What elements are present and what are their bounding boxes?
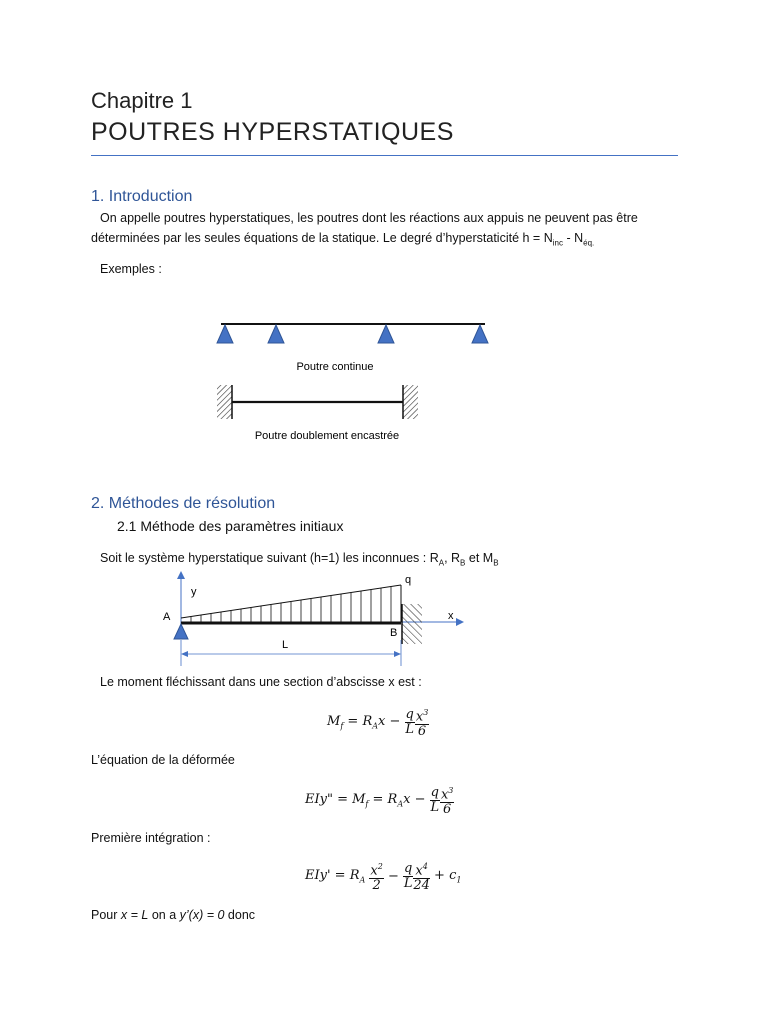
fixed-support-left-icon <box>217 385 232 419</box>
hyperstatic-system-figure <box>155 568 475 673</box>
fig1-label-continuous: Poutre continue <box>296 361 374 373</box>
pin-support-icon <box>268 325 284 343</box>
triangular-load <box>181 585 401 622</box>
mb-subscript: B <box>493 558 499 568</box>
section-heading-methods: 2. Méthodes de résolution <box>91 495 276 512</box>
ra-subscript: A <box>438 558 445 568</box>
label-y: y <box>191 586 197 598</box>
integration-text: Première intégration : <box>91 831 211 845</box>
title-divider <box>91 155 678 156</box>
rb-subscript: B <box>460 558 466 568</box>
pin-support-a-icon <box>174 624 188 639</box>
dimension-arrow-left-icon <box>181 651 188 657</box>
label-a: A <box>163 611 171 623</box>
first-integration-equation: $EIy' = R_A$ $\frac{x^2}{2}$ − $\frac{q}{L}$ $\frac{x^4}{24}$ + $c_1$ <box>305 861 462 894</box>
bc-text-3: donc <box>224 908 256 922</box>
pin-support-icon <box>378 325 394 343</box>
intro-paragraph <box>91 208 671 254</box>
fixed-fixed-beam <box>217 385 418 419</box>
pin-support-icon <box>217 325 233 343</box>
moment-equation: $M_f = R_Ax$ − $\frac{q}{L}$ $\frac{x^3}{6}$ <box>327 707 429 740</box>
deformee-text: L’équation de la déformée <box>91 753 235 767</box>
pin-support-icon <box>472 325 488 343</box>
moment-text: Le moment fléchissant dans une section d’abscisse x est : <box>100 675 422 689</box>
examples-label: Exemples : <box>100 262 162 276</box>
system-intro-3: et M <box>465 551 494 565</box>
system-intro-2: , R <box>444 551 461 565</box>
section-heading-introduction: 1. Introduction <box>91 188 193 205</box>
continuous-beam <box>217 324 488 343</box>
deformation-equation: EIy" = $M_f = R_Ax$ − $\frac{q}{L}$ $\frac{x^3}{6}$ <box>305 785 454 818</box>
bc-italic-1: x = L <box>120 908 149 922</box>
y-axis-arrow-icon <box>177 571 185 579</box>
examples-figure <box>200 315 510 450</box>
fixed-support-right-icon <box>403 385 418 419</box>
n-eq-subscript: éq. <box>583 238 595 248</box>
n-inc-subscript: inc <box>552 238 563 248</box>
label-q: q <box>405 574 412 586</box>
intro-text-2: - N <box>562 231 584 245</box>
fixed-support-b-icon <box>402 604 422 644</box>
bc-text-1: Pour <box>91 908 121 922</box>
dimension-arrow-right-icon <box>394 651 401 657</box>
subsection-heading-initial-params: 2.1 Méthode des paramètres initiaux <box>117 518 344 534</box>
chapter-title: POUTRES HYPERSTATIQUES <box>91 118 454 146</box>
bc-text-2: on a <box>148 908 180 922</box>
chapter-number: Chapitre 1 <box>91 88 193 113</box>
label-x: x <box>448 610 454 622</box>
fig1-label-fixed: Poutre doublement encastrée <box>254 430 400 442</box>
label-b: B <box>390 627 398 639</box>
x-axis-arrow-icon <box>456 618 464 626</box>
intro-text-1: On appelle poutres hyperstatiques, les poutres dont les réactions aux appuis ne peuvent pas être déterminées par les seules équations de la statique. Le degré d’hyperstaticité h = N <box>91 211 638 245</box>
bc-italic-2: y’(x) = 0 <box>179 908 225 922</box>
system-intro-1: Soit le système hyperstatique suivant (h=1) les inconnues : R <box>100 551 439 565</box>
label-l: L <box>282 639 289 651</box>
boundary-condition-text <box>91 905 255 925</box>
